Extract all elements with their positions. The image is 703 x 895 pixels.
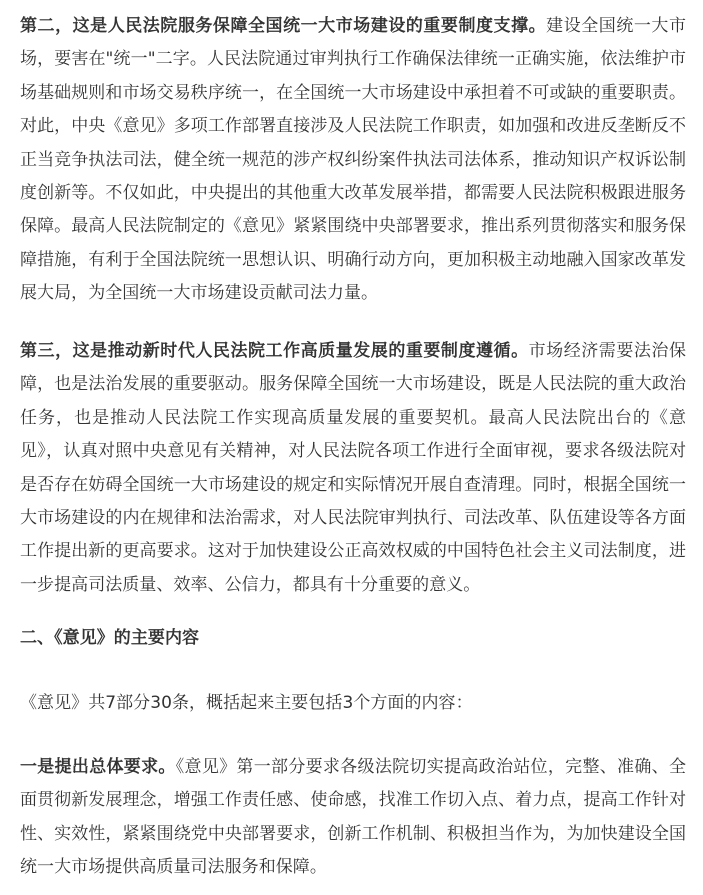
paragraph-third-point — [20, 335, 686, 602]
section-heading — [20, 622, 686, 655]
paragraph-text: 市场经济需要法治保障，也是法治发展的重要驱动。服务保障全国统一大市场建设，既是人民法院的重大政治任务，也是推动人民法院工作实现高质量发展的重要契机。最高人民法院出台的《意见》，认真对照中央意见有关精神，对人民法院各项工作进行全面审视，要求各级法院对是否存在妨碍全国统一大市场建设的规定和实际情况开展自查清理。同时，根据全国统一大市场建设的内在规律和法治需求，对人民法院审判执行、司法改革、队伍建设等各方面工作提出新的更高要求。这对于加快建设公正高效权威的中国特色社会主义司法制度，进一步提高司法质量、效率、公信力，都具有十分重要的意义。 — [20, 341, 687, 595]
paragraph-overview — [20, 687, 686, 720]
paragraph-text: 建设全国统一大市场，要害在"统一"二字。人民法院通过审判执行工作确保法律统一正确实施，依法维护市场基础规则和市场交易秩序统一，在全国统一大市场建设中承担着不可或缺的重要职责。对此，中央《意见》多项工作部署直接涉及人民法院工作职责，如加强和改进反垄断反不正当竞争执法司法，健全统一规范的涉产权纠纷案件执法司法体系，推动知识产权诉讼制度创新等。不仅如此，中央提出的其他重大改革发展举措，都需要人民法院积极跟进服务保障。最高人民法院制定的《意见》紧紧围绕中央部署要求，推出系列贯彻落实和服务保障措施，有利于全国法院统一思想认识、明确行动方向，更加积极主动地融入国家改革发展大局，为全国统一大市场建设贡献司法力量。 — [20, 16, 686, 304]
paragraph-text: 《意见》第一部分要求各级法院切实提高政治站位，完整、准确、全面贯彻新发展理念，增强工作责任感、使命感，找准工作切入点、着力点，提高工作针对性、实效性，紧紧围绕党中央部署要求，创新工作机制、积极担当作为，为加快建设全国统一大市场提供高质量司法服务和保障。 — [20, 757, 687, 878]
paragraph-lead: 第二，这是人民法院服务保障全国统一大市场建设的重要制度支撑。 — [20, 16, 547, 36]
paragraph-second-point — [20, 10, 686, 311]
section-heading-text: 二、《意见》的主要内容 — [20, 628, 200, 648]
paragraph-lead: 一是提出总体要求。 — [20, 757, 176, 777]
paragraph-text: 《意见》共7部分30条，概括起来主要包括3个方面的内容： — [20, 693, 473, 713]
paragraph-lead: 第三，这是推动新时代人民法院工作高质量发展的重要制度遵循。 — [20, 341, 529, 361]
paragraph-first-aspect — [20, 751, 686, 885]
